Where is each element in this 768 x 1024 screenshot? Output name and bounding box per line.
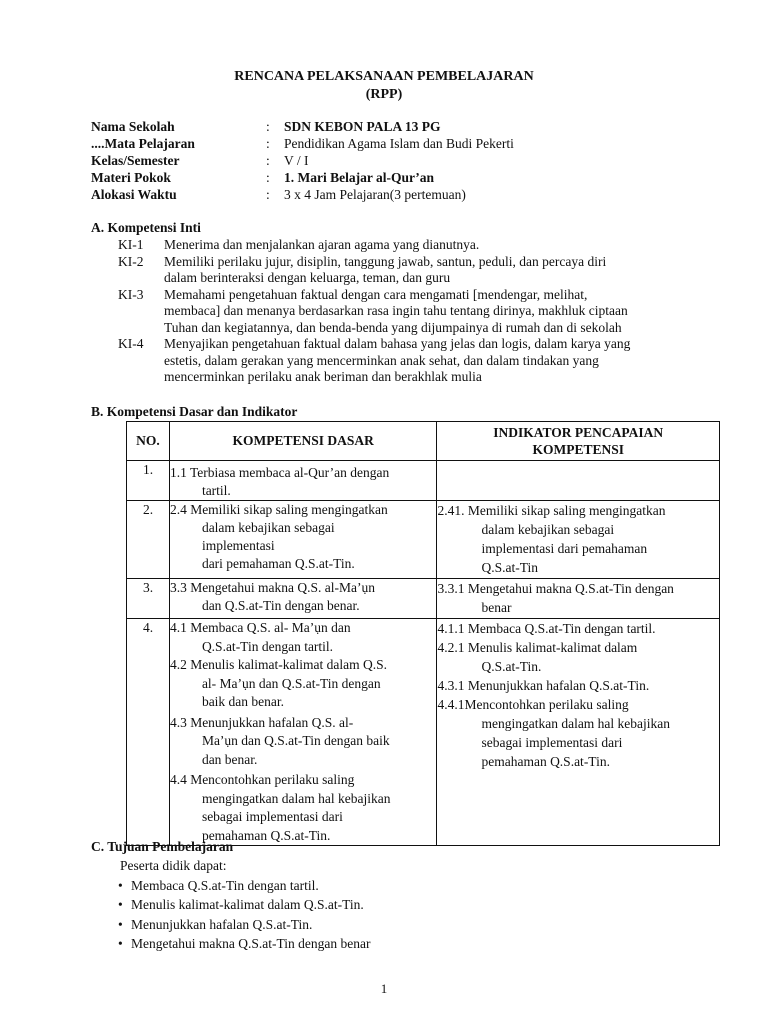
info-value: 1. Mari Belajar al-Qur’an	[284, 170, 434, 185]
list-item	[118, 917, 718, 937]
info-row-school	[91, 119, 691, 136]
kd-item: 1.1 Terbiasa membaca al-Qur’an dengan tartil.	[169, 465, 390, 498]
tujuan-list	[118, 858, 718, 956]
bullet-icon: •	[118, 916, 123, 932]
info-row-class	[91, 153, 691, 170]
table-row	[127, 501, 720, 579]
ki-code: KI-4	[118, 336, 144, 351]
list-item	[118, 878, 718, 898]
list-item	[118, 897, 718, 917]
row-number: 3.	[127, 579, 170, 619]
section-b-heading: B. Kompetensi Dasar dan Indikator	[91, 404, 298, 419]
indikator-cell	[437, 461, 720, 501]
info-value: SDN KEBON PALA 13 PG	[284, 119, 441, 134]
indikator-item: 3.3.1 Mengetahui makna Q.S.at-Tin dengan benar	[437, 581, 674, 615]
info-colon: :	[266, 153, 270, 168]
row-number: 2.	[127, 501, 170, 579]
table-header-row	[127, 422, 720, 461]
column-header-no: NO.	[127, 422, 170, 461]
ki-text: Memiliki perilaku jujur, disiplin, tanggung jawab, santun, peduli, dan percaya diri dalam berinteraksi dengan keluarga, teman, dan guru	[164, 253, 607, 285]
list-item-text: Mengetahui makna Q.S.at-Tin dengan benar	[131, 936, 371, 951]
info-block	[91, 119, 691, 204]
ki-code: KI-2	[118, 253, 144, 269]
column-header-kd: KOMPETENSI DASAR	[169, 422, 437, 461]
info-value: Pendidikan Agama Islam dan Budi Pekerti	[284, 136, 514, 151]
kd-cell	[169, 619, 437, 846]
kd-item: 4.4 Mencontohkan perilaku saling mengingatkan dalam hal kebajikan sebagai implementasi dari pemahaman Q.S.at-Tin.	[169, 772, 391, 843]
info-label: Materi Pokok	[91, 170, 171, 185]
info-label: Kelas/Semester	[91, 153, 180, 168]
kd-item: 4.1 Membaca Q.S. al- Ma’ụn dan Q.S.at-Tin dengan tartil.	[169, 620, 351, 654]
kd-cell	[169, 461, 437, 501]
table-row	[127, 619, 720, 846]
ki-list	[118, 237, 718, 386]
list-item-text: Menunjukkan hafalan Q.S.at-Tin.	[131, 916, 313, 932]
ki-code: KI-3	[118, 286, 144, 302]
bullet-icon: •	[118, 936, 123, 951]
row-number: 4.	[127, 619, 170, 846]
info-label: ....Mata Pelajaran	[91, 136, 195, 151]
indikator-item: 4.2.1 Menulis kalimat-kalimat dalam Q.S.at-Tin.	[437, 640, 638, 674]
kd-item: 4.2 Menulis kalimat-kalimat dalam Q.S. al- Ma’ụn dan Q.S.at-Tin dengan baik dan benar.	[169, 657, 388, 709]
row-number: 1.	[127, 461, 170, 501]
indikator-item: 4.3.1 Menunjukkan hafalan Q.S.at-Tin.	[437, 678, 650, 693]
kd-cell	[169, 501, 437, 579]
list-item-text: Menulis kalimat-kalimat dalam Q.S.at-Tin.	[131, 897, 364, 912]
kd-item: 4.3 Menunjukkan hafalan Q.S. al- Ma’ụn dan Q.S.at-Tin dengan baik dan benar.	[169, 714, 390, 767]
indikator-item: 2.41. Memiliki sikap saling mengingatkan dalam kebajikan sebagai implementasi dari pemahaman Q.S.at-Tin	[437, 503, 666, 575]
list-item-text: Membaca Q.S.at-Tin dengan tartil.	[131, 877, 319, 893]
indikator-cell	[437, 579, 720, 619]
indikator-cell	[437, 501, 720, 579]
info-label: Nama Sekolah	[91, 119, 175, 134]
ki-code: KI-1	[118, 237, 144, 252]
ki-text: Menyajikan pengetahuan faktual dalam bahasa yang jelas dan logis, dalam karya yang estetis, dalam gerakan yang mencerminkan anak sehat, dan dalam tindakan yang mencerminkan perilaku anak beriman dan berakhlak mulia	[164, 336, 631, 384]
info-value: V / I	[284, 153, 309, 168]
info-colon: :	[266, 119, 270, 134]
ki-text: Memahami pengetahuan faktual dengan cara mengamati [mendengar, melihat, membaca] dan menanya berdasarkan rasa ingin tahu tentang dirinya, makhluk ciptaan Tuhan dan kegiatannya, dan benda-benda yang dijumpainya di rumah dan di sekolah	[164, 286, 628, 335]
info-value: 3 x 4 Jam Pelajaran(3 pertemuan)	[284, 187, 466, 202]
ki-item	[118, 237, 718, 254]
kd-cell	[169, 579, 437, 619]
document-title: RENCANA PELAKSANAAN PEMBELAJARAN	[234, 69, 534, 84]
bullet-icon: •	[118, 877, 123, 893]
info-row-time	[91, 187, 691, 204]
list-item	[118, 936, 718, 956]
table-row	[127, 461, 720, 501]
indikator-cell	[437, 619, 720, 846]
document-subtitle: (RPP)	[365, 87, 403, 102]
page-number: 1	[380, 981, 388, 996]
info-colon: :	[266, 170, 270, 185]
section-c-heading: C. Tujuan Pembelajaran	[91, 839, 234, 854]
section-a-heading: A. Kompetensi Inti	[91, 220, 201, 235]
table-row	[127, 579, 720, 619]
info-row-topic	[91, 170, 691, 187]
ki-item	[118, 254, 718, 287]
ki-text: Menerima dan menjalankan ajaran agama yang dianutnya.	[164, 237, 480, 252]
info-colon: :	[266, 136, 270, 151]
info-label: Alokasi Waktu	[91, 187, 177, 202]
ki-item	[118, 287, 718, 337]
kompetensi-table	[126, 421, 720, 846]
info-colon: :	[266, 187, 270, 202]
kd-item: 3.3 Mengetahui makna Q.S. al-Ma’ụn dan Q.S.at-Tin dengan benar.	[169, 580, 376, 613]
column-header-indikator: INDIKATOR PENCAPAIAN KOMPETENSI	[437, 422, 720, 461]
ki-item	[118, 336, 718, 386]
kd-item: 2.4 Memiliki sikap saling mengingatkan dalam kebajikan sebagai implementasi dari pemahaman Q.S.at-Tin.	[169, 502, 388, 571]
bullet-icon: •	[118, 897, 123, 912]
indikator-item: 4.1.1 Membaca Q.S.at-Tin dengan tartil.	[437, 621, 656, 636]
info-row-subject	[91, 136, 691, 153]
tujuan-intro: Peserta didik dapat:	[120, 858, 227, 873]
indikator-item: 4.4.1Mencontohkan perilaku saling mengingatkan dalam hal kebajikan sebagai implementasi dari pemahaman Q.S.at-Tin.	[437, 697, 671, 769]
